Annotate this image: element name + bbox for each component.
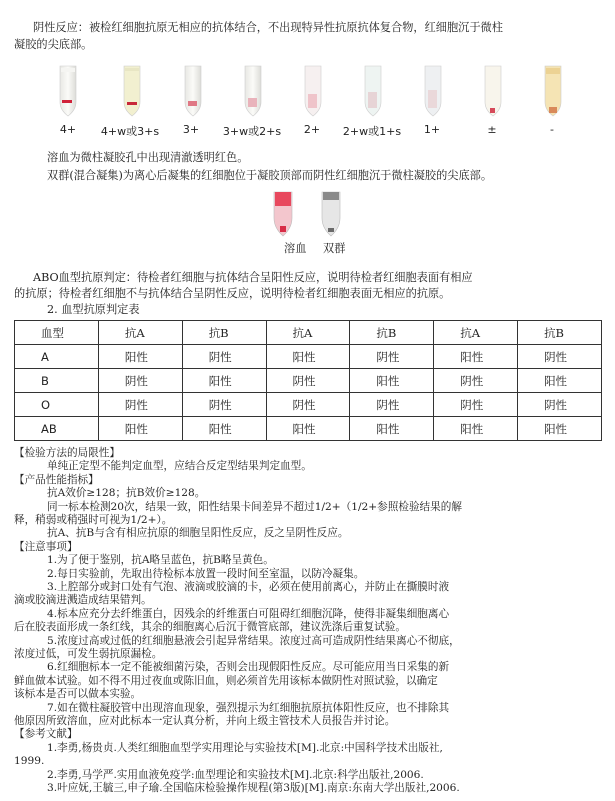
table-header-cell: 血型 [15, 321, 99, 345]
table-cell: 阳性 [266, 417, 350, 441]
table-cell: 阴性 [518, 345, 602, 369]
hemolysis-mixed-field-figure [268, 190, 348, 238]
notes-line: 2.每日实验前，先取出待检标本放置一段时间至室温，以防冷凝集。 [47, 567, 365, 580]
table-cell: 阴性 [350, 345, 434, 369]
table-cell: 阴性 [182, 393, 266, 417]
tube-2plus [305, 66, 321, 116]
table-header-row [15, 321, 602, 345]
reference-line: 1999. [14, 755, 45, 768]
tube-label: ± [487, 123, 497, 136]
table-row [15, 417, 602, 441]
table-cell: 阴性 [182, 345, 266, 369]
table-cell: 阳性 [350, 417, 434, 441]
blood-type-table [14, 320, 602, 441]
table-cell: 阴性 [518, 393, 602, 417]
reference-line: 2.李勇,马学严.实用血液免疫学:血型理论和实验技术[M].北京:科学出版社,2006. [47, 768, 424, 781]
tube-label: 2+ [303, 123, 321, 136]
reference-line: 3.叶应妩,王毓三,申子瑜.全国临床检验操作规程(第3版)[M].南京:东南大学出版社,2006. [47, 782, 460, 794]
tube-negative [545, 66, 561, 116]
table-cell: 阴性 [350, 393, 434, 417]
table-cell: 阴性 [98, 393, 182, 417]
gel-tube-reactions-figure [52, 62, 572, 124]
table-cell: 阳性 [98, 345, 182, 369]
notes-line: 1.为了便于鉴别，抗A略呈蓝色，抗B略呈黄色。 [47, 554, 274, 567]
abo-judgement-line2: 的抗原；待检者红细胞不与抗体结合呈阴性反应，说明待检者红细胞表面无相应的抗原。 [14, 287, 451, 300]
tube-label: 3+ [182, 123, 200, 136]
performance-line4: 抗A、抗B与含有相应抗原的细胞呈阳性反应，反之呈阴性反应。 [47, 527, 349, 540]
table-cell: A [15, 345, 99, 369]
notes-line: 6.红细胞标本一定不能被细菌污染，否则会出现假阳性反应。尽可能应用当日采集的新 [47, 661, 450, 674]
notes-line: 3.上腔部分或封口处有气泡、液滴或胶滴的卡，必须在使用前离心，并防止在撕膜时液 [47, 581, 450, 593]
tube-label: 2+w或1+s [342, 125, 402, 138]
tube-weak [485, 66, 501, 116]
table-cell: 阴性 [434, 393, 518, 417]
table-cell: 阳性 [98, 417, 182, 441]
table-row [15, 393, 602, 417]
notes-line: 鲜血做本试验。如不得不用过夜血或陈旧血，则必须首先用该标本做阴性对照试验，以确定 [14, 674, 438, 687]
limits-text: 单纯正定型不能判定血型，应结合反定型结果判定血型。 [47, 460, 312, 473]
table-cell: 阳性 [182, 369, 266, 393]
tube-1plus [425, 66, 441, 116]
table-cell: 阳性 [434, 417, 518, 441]
notes-line: 他原因所致溶血，应对此标本一定认真分析，并向上级主管技术人员报告并讨论。 [14, 715, 396, 727]
notes-line: 后在胶表面形成一条红线，其余的细胞离心后沉于微管底部，建议洗涤后重复试验。 [14, 621, 406, 634]
limits-heading: 【检验方法的局限性】 [14, 447, 120, 459]
table-caption: 2. 血型抗原判定表 [47, 303, 140, 316]
table-cell: AB [15, 417, 99, 441]
negative-reaction-line2: 凝胶的尖底部。 [14, 38, 93, 51]
table-header-cell: 抗B [350, 321, 434, 345]
tube-mixed-field [322, 192, 340, 236]
tube-4plus [60, 66, 76, 116]
tube-label: - [550, 123, 554, 136]
table-cell: 阴性 [434, 369, 518, 393]
references-heading: 【参考文献】 [14, 728, 78, 741]
tube-label: 1+ [423, 123, 441, 136]
performance-line1: 抗A效价≥128；抗B效价≥128。 [47, 487, 206, 500]
tube-3plus-w [245, 66, 261, 116]
tube-4plus-w [124, 66, 140, 116]
tube-hemolysis [274, 192, 292, 236]
mixed-field-label: 双群 [323, 242, 346, 255]
table-cell: 阴性 [98, 369, 182, 393]
tube-label: 4+w或3+s [100, 125, 160, 138]
performance-heading: 【产品性能指标】 [14, 473, 99, 486]
table-row [15, 369, 602, 393]
table-cell: B [15, 369, 99, 393]
table-header-cell: 抗A [434, 321, 518, 345]
tube-label: 4+ [59, 123, 77, 136]
table-header-cell: 抗A [266, 321, 350, 345]
notes-line: 该标本是否可以做本实验。 [14, 688, 142, 701]
table-cell: 阳性 [518, 417, 602, 441]
mixed-field-description: 双群(混合凝集)为离心后凝集的红细胞位于凝胶顶部而阴性红细胞沉于微柱凝胶的尖底部。 [47, 169, 493, 182]
table-header-cell: 抗B [182, 321, 266, 345]
tube-label: 3+w或2+s [222, 125, 282, 138]
table-cell: 阳性 [434, 345, 518, 369]
hemolysis-label: 溶血 [284, 242, 307, 255]
table-header-cell: 抗A [98, 321, 182, 345]
table-cell: 阳性 [182, 417, 266, 441]
notes-line: 浓度过低，可发生弱抗原漏检。 [14, 648, 163, 660]
table-cell: O [15, 393, 99, 417]
reference-line: 1.李勇,杨贵贞.人类红细胞血型学实用理论与实验技术[M].北京:中国科学技术出版社, [47, 741, 443, 754]
table-cell: 阴性 [266, 393, 350, 417]
table-cell: 阳性 [350, 369, 434, 393]
tube-3plus [185, 66, 201, 116]
table-header-cell: 抗B [518, 321, 602, 345]
notes-line: 5.浓度过高或过低的红细胞悬液会引起异常结果。浓度过高可造成阴性结果离心不彻底， [47, 634, 460, 647]
notes-line: 7.如在微柱凝胶管中出现溶血现象，强烈提示为红细胞抗原抗体阳性反应，也不排除其 [47, 701, 450, 714]
hemolysis-description: 溶血为微柱凝胶孔中出现清澈透明红色。 [47, 151, 249, 164]
table-cell: 阴性 [266, 369, 350, 393]
performance-line2: 同一标本检测20次，结果一致，阳性结果卡间差异不超过1/2+（1/2+参照检验结果的解 [47, 500, 462, 513]
negative-reaction-line1: 阴性反应：被检红细胞抗原无相应的抗体结合，不出现特异性抗原抗体复合物，红细胞沉于微柱 [33, 21, 503, 34]
notes-line: 4.标本应充分去纤维蛋白，因残余的纤维蛋白可阻碍红细胞沉降，使得非凝集细胞离心 [47, 607, 450, 620]
table-cell: 阳性 [518, 369, 602, 393]
table-cell: 阳性 [266, 345, 350, 369]
notes-heading: 【注意事项】 [14, 540, 78, 553]
table-row [15, 345, 602, 369]
performance-line3: 释，稍弱或稍强时可视为1/2+）。 [14, 514, 173, 526]
abo-judgement-line1: ABO血型抗原判定：待检者红细胞与抗体结合呈阳性反应，说明待检者红细胞表面有相应 [33, 271, 473, 284]
tube-2plus-w [365, 66, 381, 116]
notes-line: 滴或胶滴进溅造成结果错判。 [14, 594, 152, 607]
